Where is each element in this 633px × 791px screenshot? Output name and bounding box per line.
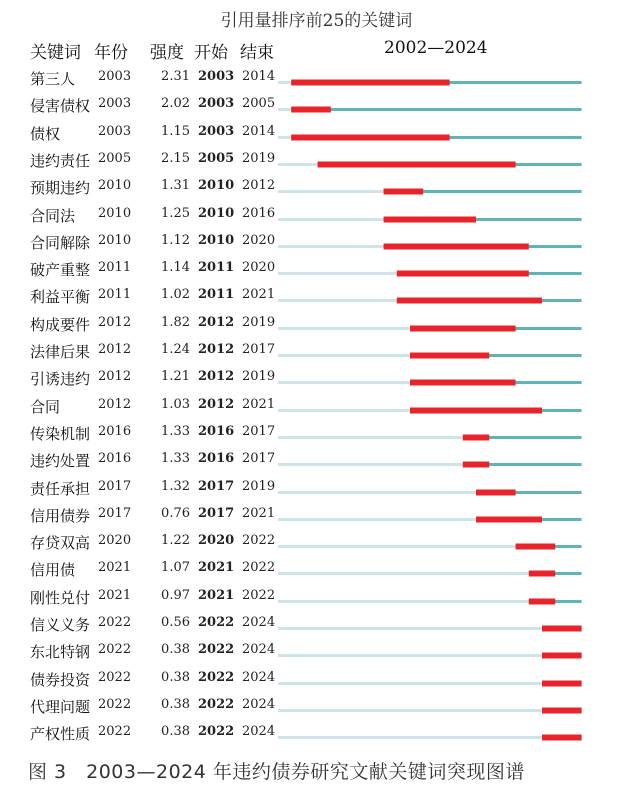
inactive-segment [278,81,291,84]
begin-value: 2022 [198,696,235,712]
year-value: 2017 [98,505,132,521]
inactive-segment [278,409,410,412]
burst-segment [384,243,529,249]
year-value: 2022 [98,669,132,685]
begin-value: 2011 [198,287,235,303]
table-row [0,667,633,694]
table-row [0,557,633,584]
inactive-segment [278,463,463,466]
inactive-segment [278,709,542,712]
burst-timeline [0,93,633,120]
keyword-label: 破产重整 [30,261,91,280]
end-value: 2020 [242,260,276,276]
burst-segment [516,544,556,550]
inactive-segment [278,654,542,657]
strength-value: 1.33 [161,423,190,439]
burst-timeline [0,476,633,503]
burst-timeline [0,667,633,694]
begin-value: 2003 [198,123,235,139]
end-value: 2017 [242,342,276,357]
year-value: 2003 [98,69,132,84]
strength-value: 1.15 [161,123,190,139]
keyword-label: 信义义务 [30,616,91,634]
begin-value: 2022 [198,642,235,658]
end-value: 2022 [242,587,276,603]
inactive-segment [278,136,291,139]
burst-segment [463,462,489,468]
inactive-segment [278,436,463,439]
burst-timeline [0,284,633,311]
end-value: 2024 [242,696,276,712]
burst-timeline [0,66,633,93]
inactive-segment [278,327,410,330]
burst-timeline [0,503,633,530]
figure-caption: 图 3 2003—2024 年违约债券研究文献关键词突现图谱 [28,761,525,783]
burst-segment [397,298,542,304]
begin-value: 2021 [198,587,235,603]
burst-timeline [0,121,633,148]
burst-timeline [0,585,633,612]
table-row [0,530,633,557]
table-row [0,421,633,448]
keyword-label: 违约责任 [30,151,91,170]
inactive-segment [278,736,542,739]
year-value: 2011 [98,287,132,303]
year-value: 2022 [98,696,132,712]
year-value: 2012 [98,396,132,412]
burst-segment [463,434,489,440]
strength-value: 0.56 [161,615,190,630]
chart-title: 引用量排序前25的关键词 [220,11,413,31]
inactive-segment [278,627,542,630]
begin-value: 2022 [198,615,235,630]
begin-value: 2022 [198,669,235,685]
keyword-label: 刚性兑付 [30,588,91,607]
year-value: 2017 [98,478,132,494]
strength-value: 0.76 [161,505,190,521]
strength-value: 0.97 [161,587,190,603]
burst-timeline [0,148,633,175]
burst-timeline [0,557,633,584]
burst-segment [291,107,331,113]
begin-value: 2017 [198,478,235,494]
year-value: 2012 [98,369,132,385]
year-value: 2021 [98,560,132,576]
strength-value: 1.07 [161,560,190,576]
begin-value: 2016 [198,451,235,467]
burst-timeline [0,448,633,475]
inactive-segment [278,190,384,193]
inactive-segment [278,381,410,384]
table-row [0,175,633,202]
burst-segment [384,189,424,195]
table-row [0,694,633,721]
year-value: 2020 [98,533,132,549]
end-value: 2019 [242,314,276,330]
burst-timeline [0,312,633,339]
table-row [0,503,633,530]
end-value: 2019 [242,478,276,494]
keyword-label: 合同 [30,397,61,416]
table-row [0,230,633,257]
burst-timeline [0,694,633,721]
year-value: 2010 [98,205,132,221]
burst-segment [476,489,516,495]
begin-value: 2003 [198,96,235,112]
begin-value: 2010 [198,232,235,248]
begin-value: 2022 [198,724,235,740]
strength-value: 0.38 [161,696,190,712]
keyword-label: 侵害债权 [30,97,91,116]
table-row [0,394,633,421]
table-row [0,721,633,748]
burst-segment [542,680,582,686]
begin-value: 2003 [198,69,235,84]
year-value: 2016 [98,451,132,467]
year-value: 2016 [98,423,132,439]
begin-value: 2012 [198,369,235,385]
year-value: 2012 [98,342,132,357]
inactive-segment [278,600,529,603]
burst-timeline [0,721,633,748]
end-value: 2014 [242,123,276,139]
end-value: 2019 [242,369,276,385]
keyword-label: 传染机制 [30,424,91,443]
end-value: 2021 [242,287,276,303]
burst-segment [397,271,529,277]
end-value: 2024 [242,669,276,685]
keyword-label: 第三人 [30,70,76,88]
year-value: 2022 [98,642,132,658]
table-row [0,585,633,612]
inactive-segment [278,272,397,275]
inactive-segment [278,299,397,302]
inactive-segment [278,572,529,575]
strength-value: 0.38 [161,642,190,658]
strength-value: 0.38 [161,669,190,685]
table-row [0,448,633,475]
table-row [0,121,633,148]
keyword-label: 东北特钢 [30,643,91,662]
table-row [0,257,633,284]
strength-value: 1.21 [161,369,190,385]
keyword-label: 信用债 [30,561,76,580]
strength-value: 1.03 [161,396,190,412]
end-value: 2017 [242,423,276,439]
begin-value: 2010 [198,205,235,221]
strength-value: 1.12 [161,232,190,248]
begin-value: 2005 [198,150,235,166]
burst-timeline [0,230,633,257]
header-begin: 开始 [194,43,228,63]
strength-value: 1.82 [161,314,190,330]
end-value: 2017 [242,451,276,467]
keyword-label: 合同解除 [30,233,91,252]
burst-timeline [0,175,633,202]
table-row [0,66,633,93]
burst-segment [410,407,542,413]
begin-value: 2016 [198,423,235,439]
year-value: 2021 [98,587,132,603]
end-value: 2005 [242,96,276,112]
burst-segment [291,134,449,140]
burst-segment [291,80,449,86]
begin-value: 2017 [198,505,235,521]
end-value: 2021 [242,396,276,412]
table-row [0,366,633,393]
header-strength: 强度 [150,43,184,63]
strength-value: 1.14 [161,260,190,276]
end-value: 2024 [242,615,276,630]
end-value: 2014 [242,69,276,84]
begin-value: 2012 [198,396,235,412]
burst-timeline [0,257,633,284]
keyword-label: 债权 [30,124,61,143]
inactive-segment [278,108,291,111]
inactive-segment [278,245,384,248]
keyword-label: 法律后果 [30,343,91,361]
burst-segment [384,216,476,222]
end-value: 2022 [242,560,276,576]
header-keyword: 关键词 [30,43,81,63]
keyword-label: 构成要件 [30,315,91,334]
strength-value: 1.31 [161,178,190,194]
year-value: 2022 [98,615,132,630]
year-value: 2012 [98,314,132,330]
keyword-label: 债券投资 [30,670,91,689]
burst-segment [476,516,542,522]
year-value: 2011 [98,260,132,276]
keyword-label: 产权性质 [30,725,91,744]
keyword-label: 信用债券 [30,506,91,525]
strength-value: 1.24 [161,342,190,357]
begin-value: 2020 [198,533,235,549]
burst-segment [542,626,582,632]
year-value: 2022 [98,724,132,740]
burst-segment [542,653,582,659]
strength-value: 1.02 [161,287,190,303]
table-row [0,93,633,120]
header-end: 结束 [240,43,274,63]
burst-segment [542,735,582,741]
begin-value: 2011 [198,260,235,276]
keyword-label: 引诱违约 [30,370,91,389]
keyword-label: 合同法 [30,206,76,225]
table-row [0,612,633,639]
keyword-label: 存贷双高 [30,534,91,553]
begin-value: 2012 [198,314,235,330]
burst-segment [542,707,582,713]
end-value: 2012 [242,178,276,194]
inactive-segment [278,218,384,221]
header-range: 2002—2024 [384,38,488,58]
end-value: 2016 [242,205,276,221]
active-segment [291,108,581,111]
inactive-segment [278,163,318,166]
year-value: 2010 [98,232,132,248]
table-row [0,312,633,339]
burst-segment [318,161,516,167]
table-row [0,339,633,366]
keyword-label: 代理问题 [30,697,91,716]
begin-value: 2012 [198,342,235,357]
strength-value: 0.38 [161,724,190,740]
inactive-segment [278,545,516,548]
table-row [0,476,633,503]
end-value: 2022 [242,533,276,549]
table-row [0,284,633,311]
burst-timeline [0,530,633,557]
begin-value: 2010 [198,178,235,194]
burst-timeline [0,421,633,448]
strength-value: 1.25 [161,205,190,221]
strength-value: 2.02 [161,96,190,112]
burst-timeline [0,203,633,230]
end-value: 2021 [242,505,276,521]
inactive-segment [278,491,476,494]
strength-value: 1.33 [161,451,190,467]
burst-segment [410,325,516,331]
end-value: 2024 [242,724,276,740]
burst-segment [529,598,555,604]
end-value: 2020 [242,232,276,248]
keyword-label: 责任承担 [30,479,91,498]
strength-value: 1.22 [161,533,190,549]
table-row [0,148,633,175]
keyword-label: 预期违约 [30,179,91,198]
keyword-label: 违约处置 [30,452,91,471]
keyword-label: 利益平衡 [30,288,91,307]
inactive-segment [278,354,410,357]
burst-segment [529,571,555,577]
end-value: 2019 [242,150,276,166]
inactive-segment [278,682,542,685]
burst-segment [410,353,489,359]
year-value: 2005 [98,150,132,166]
end-value: 2024 [242,642,276,658]
burst-timeline [0,612,633,639]
burst-segment [410,380,516,386]
burst-timeline [0,639,633,666]
burst-timeline [0,394,633,421]
burst-timeline [0,339,633,366]
burst-timeline [0,366,633,393]
strength-value: 2.31 [161,69,190,84]
header-year: 年份 [94,43,128,63]
begin-value: 2021 [198,560,235,576]
inactive-segment [278,518,476,521]
year-value: 2010 [98,178,132,194]
year-value: 2003 [98,96,132,112]
year-value: 2003 [98,123,132,139]
table-row [0,639,633,666]
strength-value: 1.32 [161,478,190,494]
strength-value: 2.15 [161,150,190,166]
table-row [0,203,633,230]
